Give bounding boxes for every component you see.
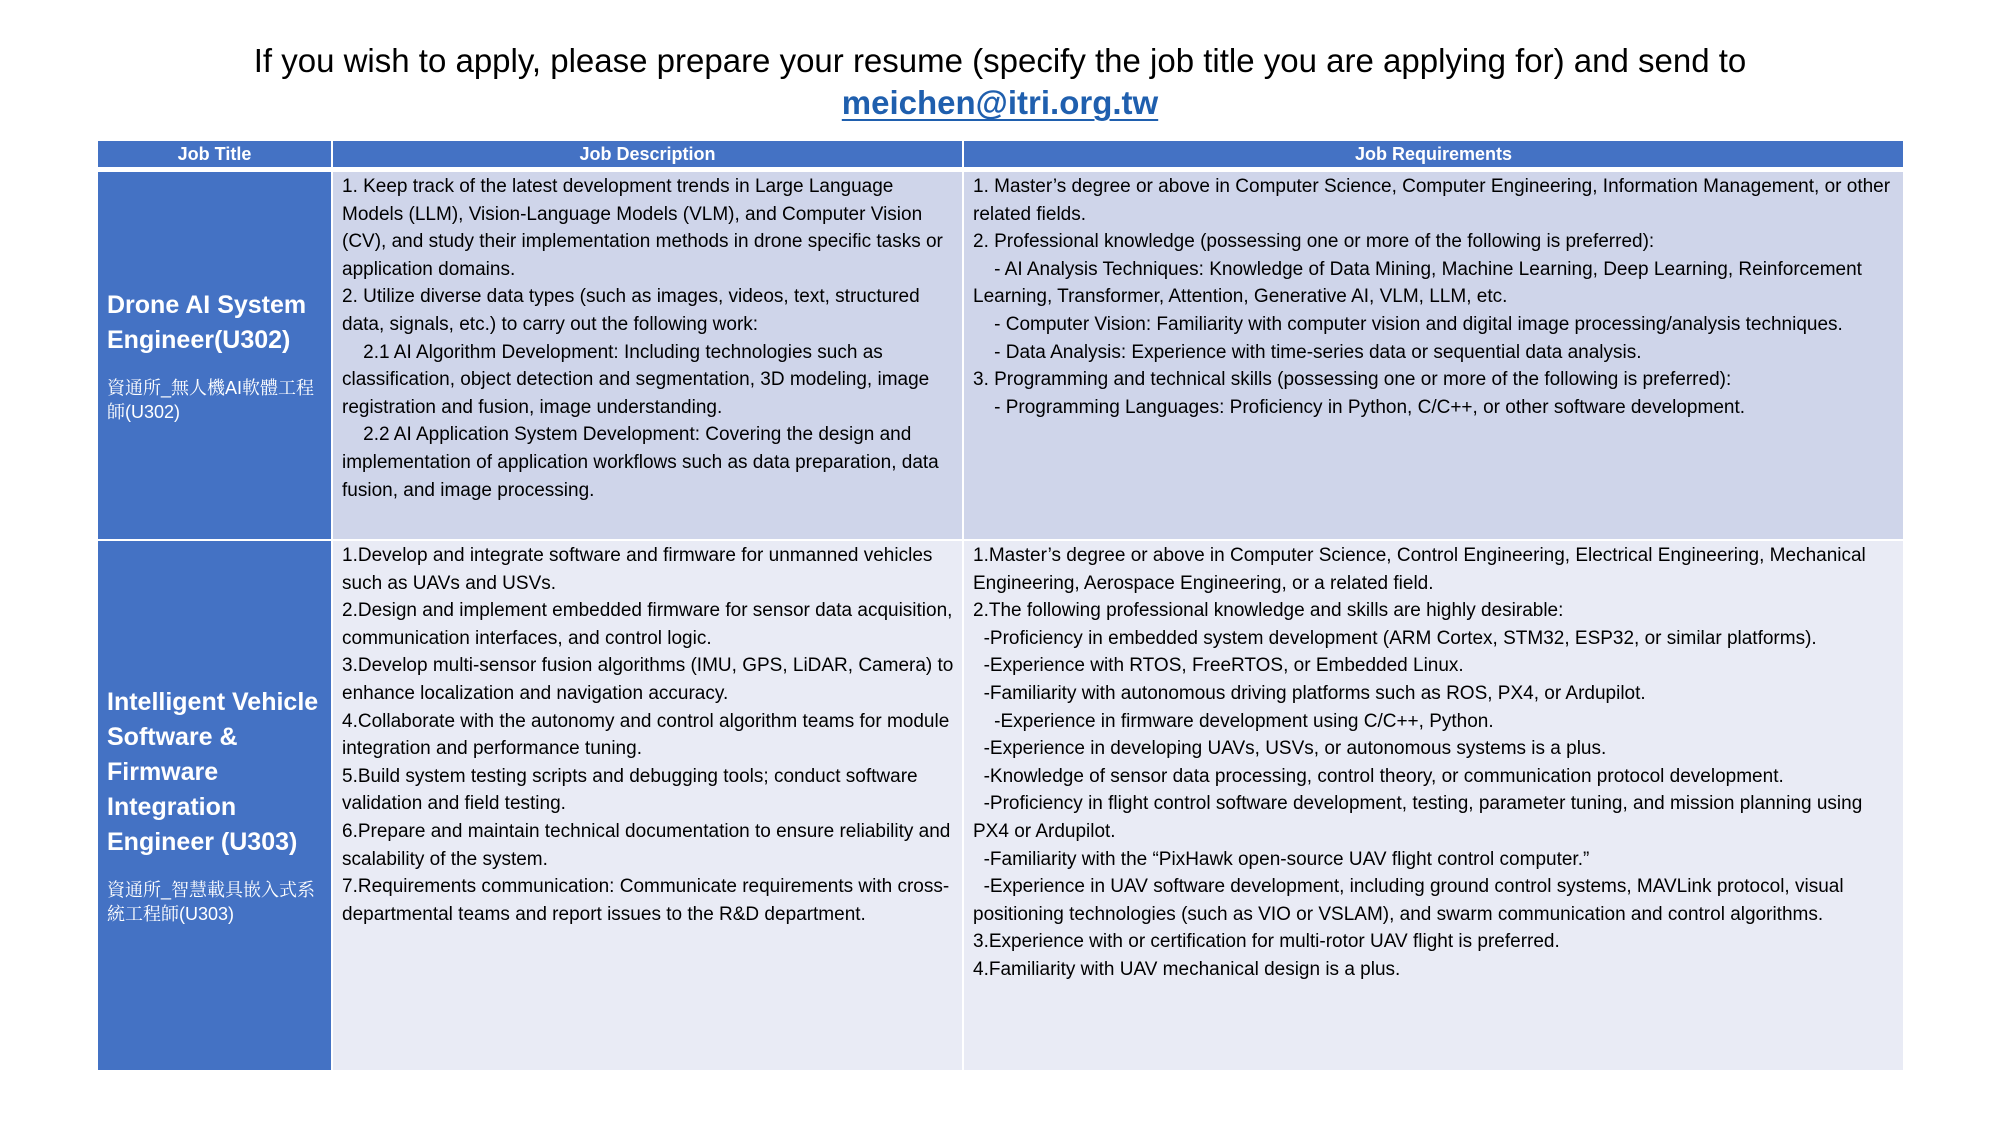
requirement-line: -Experience in developing UAVs, USVs, or autonomous systems is a plus.: [973, 738, 1607, 760]
table-row: [98, 172, 1903, 541]
requirement-line: 1.Master’s degree or above in Computer Science, Control Engineering, Electrical Engineering, Mechanical Engineering, Aerospace Engineering, or a related field.: [973, 545, 1872, 594]
job-title-cell: [98, 541, 333, 1072]
job-title-chinese: 資通所_無人機AI軟體工程師(U302): [107, 377, 315, 422]
description-line: 1. Keep track of the latest development trends in Large Language Models (LLM), Vision-Language Models (VLM), and Computer Vision (CV), and study their implementation methods in drone specific tasks or application domains.: [342, 176, 949, 280]
job-title-english: Intelligent Vehicle Software & Firmware Integration Engineer (U303): [107, 688, 319, 856]
requirement-line: -Experience in UAV software development, including ground control systems, MAVLink protocol, visual positioning technologies (such as VIO or VSLAM), and swarm communication and control algorithms.: [973, 876, 1849, 925]
table-header-row: [98, 141, 1903, 172]
description-line: 7.Requirements communication: Communicate requirements with cross-departmental teams and report issues to the R&D department.: [342, 876, 950, 925]
description-line: 4.Collaborate with the autonomy and control algorithm teams for module integration and performance tuning.: [342, 710, 955, 760]
requirement-line: - Data Analysis: Experience with time-series data or sequential data analysis.: [973, 341, 1642, 363]
description-line: 2.1 AI Algorithm Development: Including technologies such as classification, object detection and segmentation, 3D modeling, image registration and fusion, image understanding.: [342, 341, 935, 418]
requirement-line: - Computer Vision: Familiarity with computer vision and digital image processing/analysis techniques.: [973, 313, 1843, 335]
apply-instructions-text: If you wish to apply, please prepare your resume (specify the job title you are applying for) and send to: [253, 42, 1747, 79]
requirement-line: -Experience with RTOS, FreeRTOS, or Embedded Linux.: [973, 655, 1464, 677]
description-line: 3.Develop multi-sensor fusion algorithms (IMU, GPS, LiDAR, Camera) to enhance localization and navigation accuracy.: [342, 655, 959, 704]
description-line: 6.Prepare and maintain technical documentation to ensure reliability and scalability of the system.: [342, 820, 956, 870]
job-requirements-cell: [964, 172, 1903, 541]
requirement-line: 3. Programming and technical skills (possessing one or more of the following is preferred):: [973, 369, 1732, 391]
header-job-requirements: Job Requirements: [964, 141, 1903, 172]
job-description-cell: [333, 172, 964, 541]
requirement-line: - AI Analysis Techniques: Knowledge of Data Mining, Machine Learning, Deep Learning, Reinforcement Learning, Transformer, Attention, Generative AI, VLM, LLM, etc.: [973, 258, 1868, 308]
description-line: 2. Utilize diverse data types (such as images, videos, text, structured data, signals, etc.) to carry out the following work:: [342, 286, 925, 335]
requirement-line: -Proficiency in embedded system development (ARM Cortex, STM32, ESP32, or similar platforms).: [973, 627, 1817, 649]
description-line: 5.Build system testing scripts and debugging tools; conduct software validation and field testing.: [342, 765, 923, 815]
requirement-line: -Experience in firmware development using C/C++, Python.: [973, 710, 1494, 732]
job-title-chinese: 資通所_智慧載具嵌入式系統工程師(U303): [107, 880, 316, 924]
apply-instructions: [0, 40, 2000, 124]
requirement-line: -Familiarity with autonomous driving platforms such as ROS, PX4, or Ardupilot.: [973, 682, 1646, 704]
description-line: 2.2 AI Application System Development: Covering the design and implementation of application workflows such as data preparation, data fusion, and image processing.: [342, 424, 945, 501]
job-requirements-cell: [964, 541, 1903, 1072]
email-link[interactable]: meichen@itri.org.tw: [841, 84, 1159, 121]
requirement-line: -Knowledge of sensor data processing, control theory, or communication protocol development.: [973, 765, 1784, 787]
requirement-line: 4.Familiarity with UAV mechanical design is a plus.: [973, 958, 1401, 980]
header-job-description: Job Description: [333, 141, 964, 172]
requirement-line: 2. Professional knowledge (possessing one or more of the following is preferred):: [973, 231, 1655, 253]
description-line: 2.Design and implement embedded firmware for sensor data acquisition, communication interfaces, and control logic.: [342, 600, 958, 649]
job-title-english: Drone AI System Engineer(U302): [107, 290, 307, 354]
description-line: 1.Develop and integrate software and firmware for unmanned vehicles such as UAVs and USVs.: [342, 545, 938, 594]
requirement-line: 1. Master’s degree or above in Computer Science, Computer Engineering, Information Management, or other related fields.: [973, 176, 1896, 225]
job-table: [98, 141, 1903, 1072]
requirement-line: 2.The following professional knowledge and skills are highly desirable:: [973, 600, 1564, 622]
requirement-line: -Familiarity with the “PixHawk open-source UAV flight control computer.”: [973, 848, 1590, 870]
requirement-line: - Programming Languages: Proficiency in Python, C/C++, or other software development.: [973, 396, 1746, 418]
header-job-title: Job Title: [98, 141, 333, 172]
requirement-line: -Proficiency in flight control software development, testing, parameter tuning, and mission planning using PX4 or Ardupilot.: [973, 793, 1868, 842]
job-description-cell: [333, 541, 964, 1072]
table-row: [98, 541, 1903, 1072]
requirement-line: 3.Experience with or certification for multi-rotor UAV flight is preferred.: [973, 931, 1560, 953]
job-title-cell: [98, 172, 333, 541]
